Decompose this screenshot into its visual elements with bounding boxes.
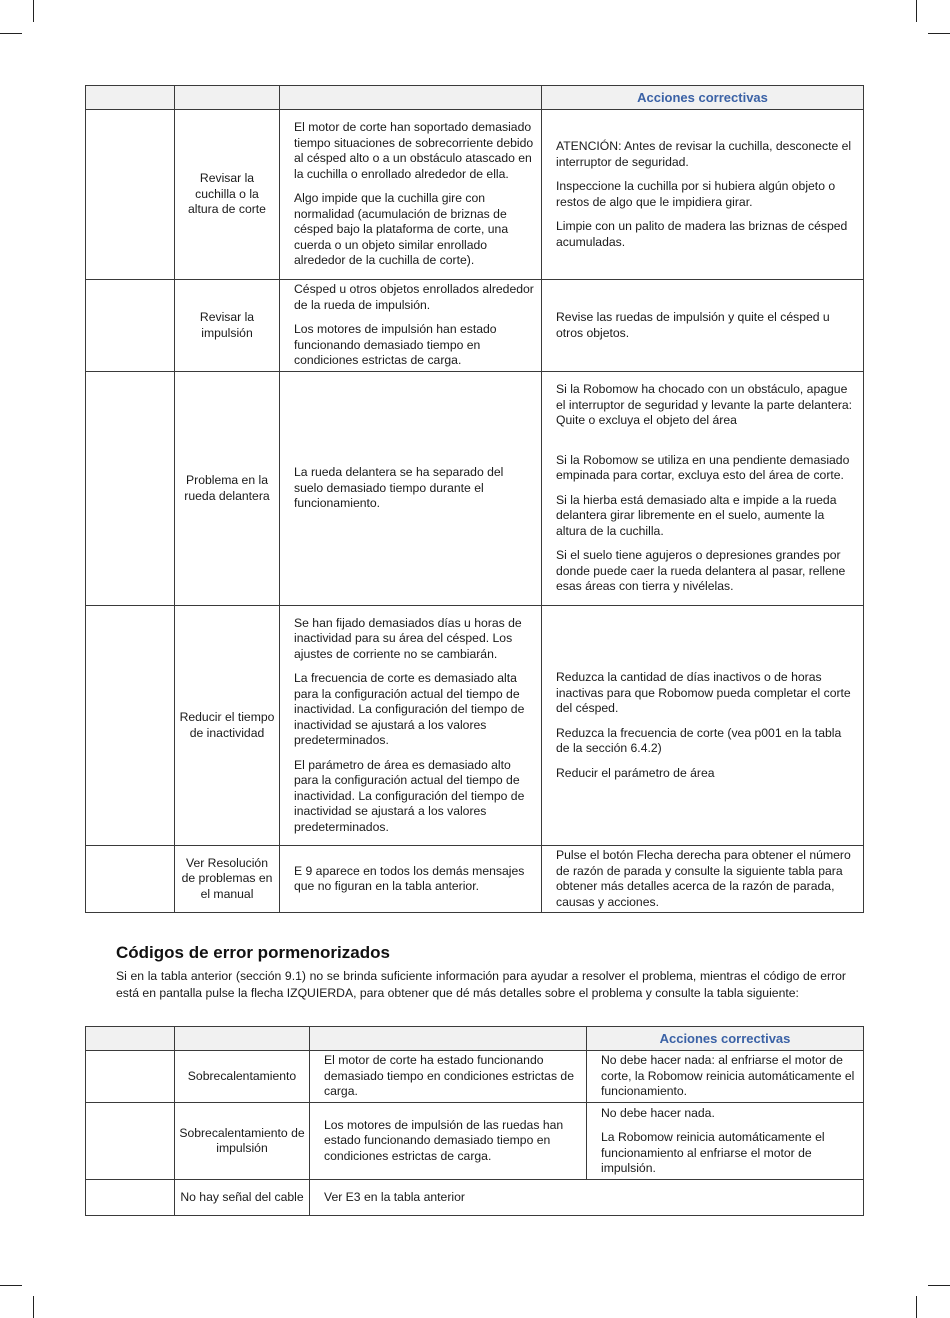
cause-text: El motor de corte ha estado funcionando demasiado tiempo en condiciones estrictas de carga. — [324, 1053, 574, 1099]
cause-cell — [280, 606, 542, 846]
fix-text: No debe hacer nada: al enfriarse el motor de corte, la Robomow reinicia automáticamente el funcionamiento. — [601, 1053, 855, 1099]
fix-text: No debe hacer nada. — [601, 1105, 715, 1120]
code-cell — [86, 846, 175, 913]
action-cell: Revisar la cuchilla o la altura de corte — [175, 110, 280, 280]
cause-text: La rueda delantera se ha separado del suelo demasiado tiempo durante el funcionamiento. — [294, 465, 504, 511]
cause-text: El motor de corte han soportado demasiado tiempo situaciones de sobrecorriente debido al césped alto o a un obstáculo atascado en la cuchilla o enrollado alrededor de ella. — [294, 120, 534, 181]
fix-cell — [587, 1103, 864, 1180]
cause-text: La frecuencia de corte es demasiado alta para la configuración actual del tiempo de inactividad. La configuración del tiempo de inactividad se ajustará a los valores predeterminados. — [294, 671, 525, 748]
crop-mark — [0, 33, 22, 34]
section-intro: Si en la tabla anterior (sección 9.1) no se brinda suficiente información para ayudar a resolver el problema, mientras el código de error está en pantalla pulse la flecha IZQUIERDA, para obtener que dé más detalles sobre el problema y consulte la tabla siguiente: — [116, 969, 846, 1000]
crop-mark — [33, 0, 34, 22]
header-cell — [86, 1027, 175, 1051]
cause-text: E 9 aparece en todos los demás mensajes que no figuran en la tabla anterior. — [294, 863, 525, 893]
crop-mark — [33, 1296, 34, 1318]
header-cell — [86, 86, 175, 110]
cause-text: El parámetro de área es demasiado alto para la configuración actual del tiempo de inactividad. La configuración del tiempo de inactividad se ajustará a los valores predeterminados. — [294, 757, 525, 834]
header-cell — [175, 1027, 310, 1051]
table-row — [86, 606, 864, 846]
action-cell: Revisar la impulsión — [175, 280, 280, 372]
cause-text: Los motores de impulsión han estado funcionando demasiado tiempo en condiciones estrictas de carga. — [294, 322, 497, 368]
crop-mark — [916, 0, 917, 22]
cause-cell — [310, 1180, 864, 1216]
fix-text: Si la hierba está demasiado alta e impide a la rueda delantera girar libremente en el suelo, aumente la altura de la cuchilla. — [556, 492, 837, 538]
header-cell — [310, 1027, 587, 1051]
header-corrective-actions: Acciones correctivas — [587, 1027, 864, 1051]
table-header-row — [86, 86, 864, 110]
message-cell: Sobrecalentamiento — [175, 1051, 310, 1103]
code-cell — [86, 110, 175, 280]
message-cell: No hay señal del cable — [175, 1180, 310, 1216]
crop-mark — [928, 33, 950, 34]
fix-text: La Robomow reinicia automáticamente el funcionamiento al enfriarse el motor de impulsión. — [601, 1130, 825, 1175]
message-cell: Sobrecalentamiento de impulsión — [175, 1103, 310, 1180]
section-title: Códigos de error pormenorizados — [116, 943, 390, 962]
action-cell: Ver Resolución de problemas en el manual — [175, 846, 280, 913]
cause-cell — [310, 1051, 587, 1103]
action-cell: Reducir el tiempo de inactividad — [175, 606, 280, 846]
fix-cell — [542, 606, 864, 846]
fix-text: Inspeccione la cuchilla por si hubiera algún objeto o restos de algo que le impidiera girar. — [556, 179, 836, 209]
detailed-error-table — [85, 1026, 864, 1216]
fix-text: Si la Robomow ha chocado con un obstáculo, apague el interruptor de seguridad y levante la parte delantera: Quite o excluya el objeto del área — [556, 382, 853, 428]
code-cell — [86, 372, 175, 606]
fix-text: Si la Robomow se utiliza en una pendiente demasiado empinada para cortar, excluya esto del área de corte. — [556, 452, 850, 483]
header-corrective-actions: Acciones correctivas — [542, 86, 864, 110]
fix-text: Pulse el botón Flecha derecha para obtener el número de razón de parada y consulte la siguiente tabla para obtener más detalles acerca de la razón de parada, causas y acciones. — [556, 848, 851, 909]
cause-cell — [280, 110, 542, 280]
fix-text: Reduzca la frecuencia de corte (vea p001 en la tabla de la sección 6.4.2) — [556, 725, 842, 755]
cause-text: Algo impide que la cuchilla gire con normalidad (acumulación de briznas de césped bajo la plataforma de corte, una cuerda o un objeto similar enrollado alrededor de la cuchilla de corte). — [294, 191, 509, 268]
cause-cell — [280, 372, 542, 606]
fix-cell — [542, 372, 864, 606]
code-cell — [86, 1051, 175, 1103]
table-row — [86, 280, 864, 372]
cause-cell — [310, 1103, 587, 1180]
cause-cell — [280, 280, 542, 372]
cause-text: Ver E3 en la tabla anterior — [324, 1189, 465, 1204]
fix-cell — [542, 110, 864, 280]
action-cell: Problema en la rueda delantera — [175, 372, 280, 606]
fix-text: Si el suelo tiene agujeros o depresiones grandes por donde puede caer la rueda delantera al pasar, rellene esas áreas con tierra y nivélelas. — [556, 548, 846, 594]
error-table — [85, 85, 864, 913]
table-row — [86, 1180, 864, 1216]
crop-mark — [916, 1296, 917, 1318]
code-cell — [86, 1180, 175, 1216]
fix-text: ATENCIÓN: Antes de revisar la cuchilla, desconecte el interruptor de seguridad. — [556, 139, 852, 169]
cause-cell — [280, 846, 542, 913]
fix-cell — [587, 1051, 864, 1103]
table-row — [86, 846, 864, 913]
fix-text: Revise las ruedas de impulsión y quite el césped u otros objetos. — [556, 310, 830, 340]
code-cell — [86, 280, 175, 372]
crop-mark — [0, 1285, 22, 1286]
table-row — [86, 1051, 864, 1103]
fix-text: Reducir el parámetro de área — [556, 765, 715, 780]
header-cell — [280, 86, 542, 110]
fix-text: Reduzca la cantidad de días inactivos o de horas inactivas para que Robomow pueda completar el corte del césped. — [556, 670, 851, 715]
code-cell — [86, 606, 175, 846]
cause-text: Se han fijado demasiados días u horas de inactividad para su área del césped. Los ajustes de corriente no se cambiarán. — [294, 615, 522, 661]
table-row — [86, 1103, 864, 1180]
fix-cell — [542, 846, 864, 913]
table-row — [86, 110, 864, 280]
code-cell — [86, 1103, 175, 1180]
table-header-row — [86, 1027, 864, 1051]
cause-text: Césped u otros objetos enrollados alrededor de la rueda de impulsión. — [294, 282, 534, 312]
cause-text: Los motores de impulsión de las ruedas han estado funcionando demasiado tiempo en condiciones estrictas de carga. — [324, 1117, 564, 1163]
fix-cell — [542, 280, 864, 372]
crop-mark — [928, 1285, 950, 1286]
fix-text: Limpie con un palito de madera las briznas de césped acumuladas. — [556, 219, 848, 249]
header-cell — [175, 86, 280, 110]
table-row — [86, 372, 864, 606]
